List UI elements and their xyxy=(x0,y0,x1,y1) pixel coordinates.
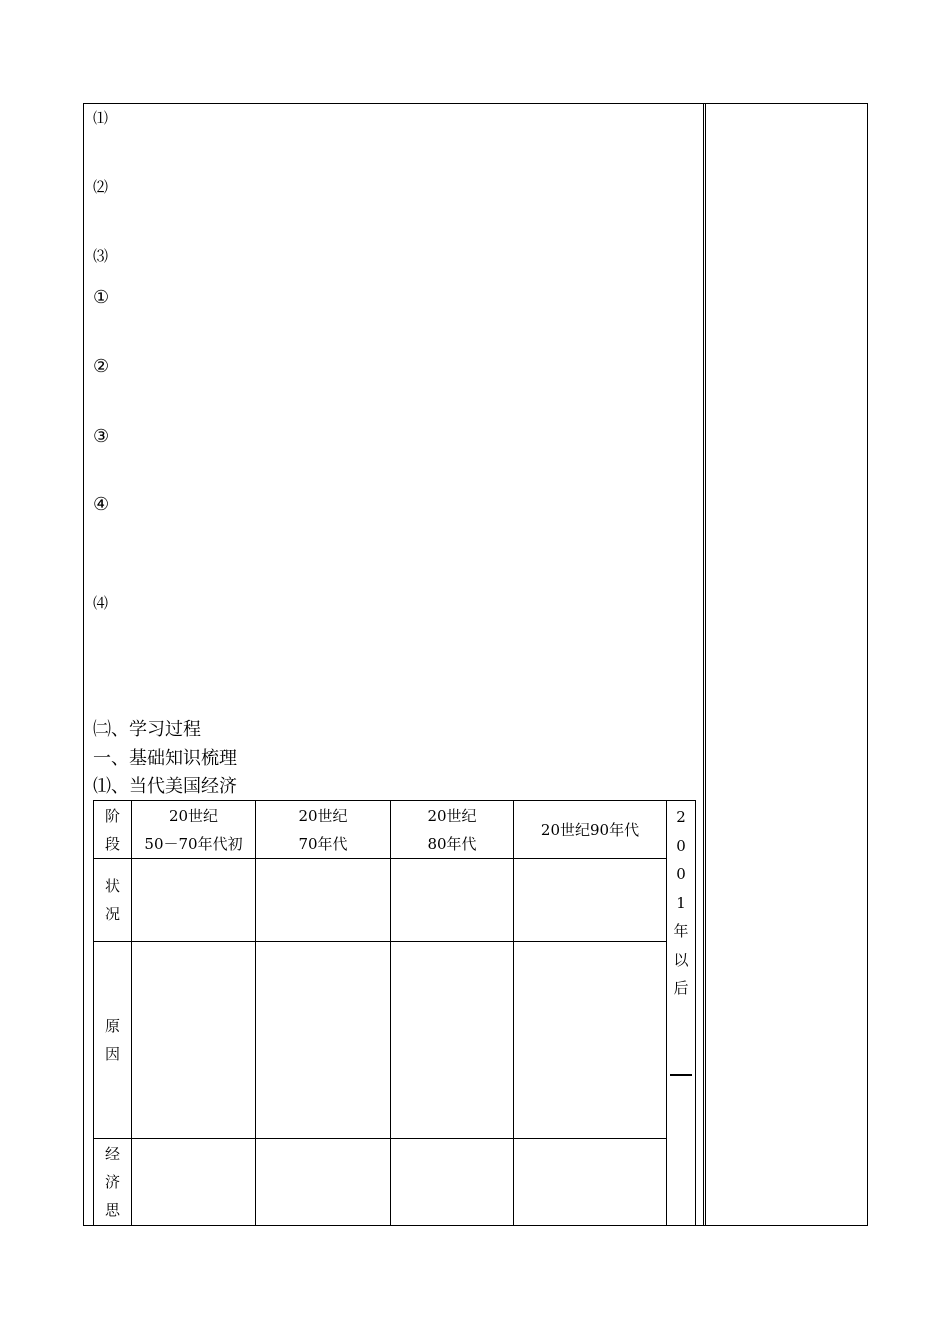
table-cell[interactable] xyxy=(132,942,256,1139)
section-title: ㈡、学习过程 xyxy=(93,719,201,740)
question-number-3: ⑶ xyxy=(93,247,109,265)
table-cell[interactable] xyxy=(256,859,391,942)
subitem-3: ③ xyxy=(93,426,110,447)
subitem-1: ① xyxy=(93,287,110,308)
dash-mark xyxy=(670,1074,692,1076)
table-cell[interactable] xyxy=(132,1139,256,1226)
row-label-reason: 原 因 xyxy=(94,942,132,1139)
table-cell[interactable] xyxy=(132,859,256,942)
table-cell[interactable] xyxy=(256,942,391,1139)
header-period-5-vertical: 2 0 0 1 年 以 后 xyxy=(667,801,696,1226)
question-number-1: ⑴ xyxy=(93,109,109,127)
table-cell[interactable] xyxy=(391,942,514,1139)
header-period-3: 20世纪 80年代 xyxy=(391,801,514,859)
us-economy-table xyxy=(93,800,696,1226)
table-cell[interactable] xyxy=(391,1139,514,1226)
section-heading: 一、基础知识梳理 xyxy=(93,748,237,769)
header-period-1: 20世纪 50－70年代初 xyxy=(132,801,256,859)
header-period-2: 20世纪 70年代 xyxy=(256,801,391,859)
table-cell[interactable] xyxy=(514,942,667,1139)
row-label-economic-thought: 经 济 思 xyxy=(94,1139,132,1226)
subitem-2: ② xyxy=(93,356,110,377)
margin-column-divider xyxy=(703,103,706,1226)
table-cell[interactable] xyxy=(256,1139,391,1226)
row-label-status: 状 况 xyxy=(94,859,132,942)
header-period-4: 20世纪90年代 xyxy=(514,801,667,859)
subitem-4: ④ xyxy=(93,494,110,515)
header-corner: 阶 段 xyxy=(94,801,132,859)
table-cell[interactable] xyxy=(514,1139,667,1226)
table-cell[interactable] xyxy=(514,859,667,942)
section-subheading: ⑴、当代美国经济 xyxy=(93,776,237,797)
question-number-2: ⑵ xyxy=(93,178,109,196)
question-number-4: ⑷ xyxy=(93,594,109,612)
table-cell[interactable] xyxy=(391,859,514,942)
